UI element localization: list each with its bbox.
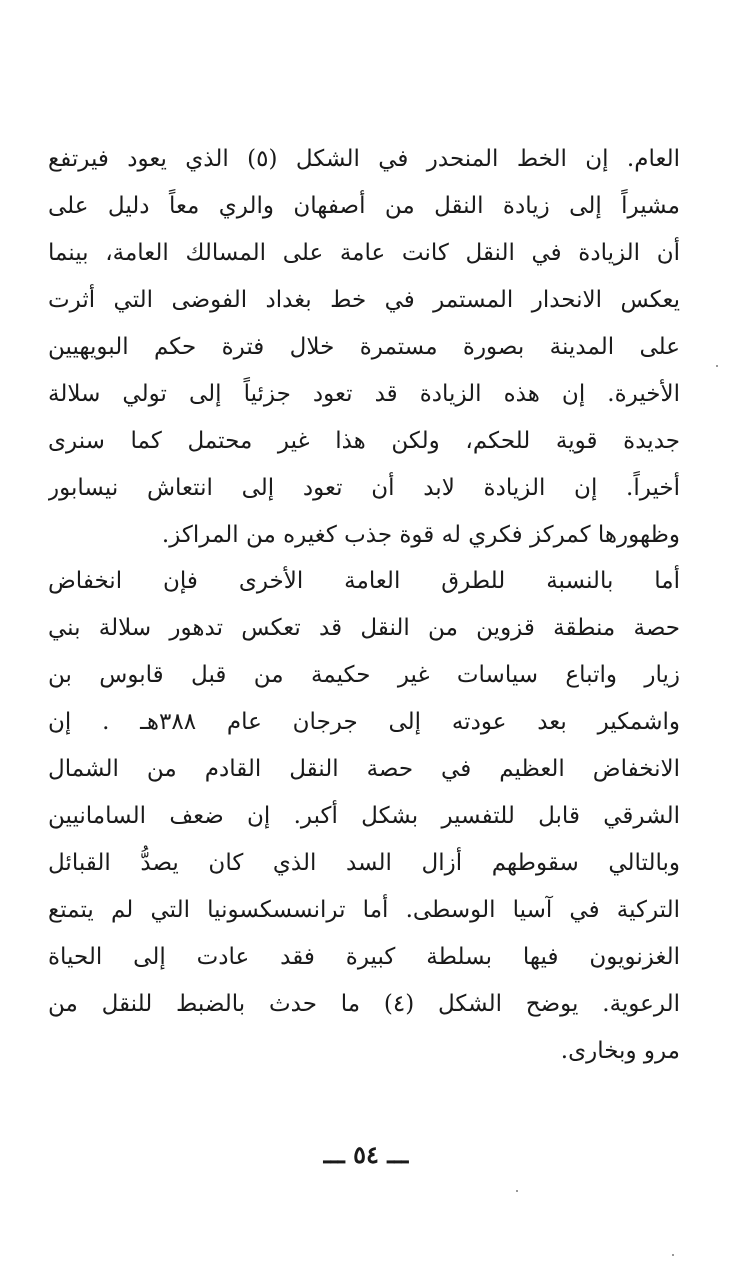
text-line: الغزنويون فيها بسلطة كبيرة فقد عادت إلى الحياة bbox=[48, 944, 680, 970]
text-line: الانخفاض العظيم في حصة النقل القادم من الشمال bbox=[48, 756, 680, 782]
text-line: حصة منطقة قزوين من النقل قد تعكس تدهور سلالة بني bbox=[48, 615, 680, 641]
text-line: وبالتالي سقوطهم أزال السد الذي كان يصدُّ القبائل bbox=[48, 850, 680, 876]
scan-speck bbox=[516, 1190, 518, 1192]
text-line: واشمكير بعد عودته إلى جرجان عام ٣٨٨هـ . إن bbox=[48, 709, 680, 735]
text-line: أخيراً. إن الزيادة لابد أن تعود إلى انتعاش نيسابور bbox=[48, 475, 680, 501]
text-line: الرعوية. يوضح الشكل (٤) ما حدث بالضبط للنقل من bbox=[48, 991, 680, 1017]
scan-speck bbox=[716, 365, 718, 367]
paragraph-2 bbox=[48, 558, 680, 1075]
text-line: أن الزيادة في النقل كانت عامة على المسالك العامة، بينما bbox=[48, 240, 680, 266]
page-number: ـــ ٥٤ ـــ bbox=[323, 1140, 409, 1169]
text-line: مشيراً إلى زيادة النقل من أصفهان والري معاً دليل على bbox=[48, 193, 680, 219]
text-line: الأخيرة. إن هذه الزيادة قد تعود جزئياً إلى تولي سلالة bbox=[48, 381, 680, 407]
text-line: التركية في آسيا الوسطى. أما ترانسسكسونيا التي لم يتمتع bbox=[48, 897, 680, 923]
text-line: مرو وبخارى. bbox=[560, 1038, 680, 1064]
paragraph-1 bbox=[48, 136, 680, 559]
text-line: الشرقي قابل للتفسير بشكل أكبر. إن ضعف السامانيين bbox=[48, 803, 680, 829]
text-line: زيار واتباع سياسات غير حكيمة من قبل قابوس بن bbox=[48, 662, 680, 688]
text-line: وظهورها كمركز فكري له قوة جذب كغيره من المراكز. bbox=[161, 522, 680, 548]
text-line: يعكس الانحدار المستمر في خط بغداد الفوضى التي أثرت bbox=[48, 287, 680, 313]
text-line: العام. إن الخط المنحدر في الشكل (٥) الذي يعود فيرتفع bbox=[48, 146, 680, 172]
text-line: على المدينة بصورة مستمرة خلال فترة حكم البويهيين bbox=[48, 334, 680, 360]
text-line: أما بالنسبة للطرق العامة الأخرى فإن انخفاض bbox=[48, 568, 680, 594]
scan-speck bbox=[672, 1254, 674, 1256]
text-line: جديدة قوية للحكم، ولكن هذا غير محتمل كما سنرى bbox=[48, 428, 680, 454]
